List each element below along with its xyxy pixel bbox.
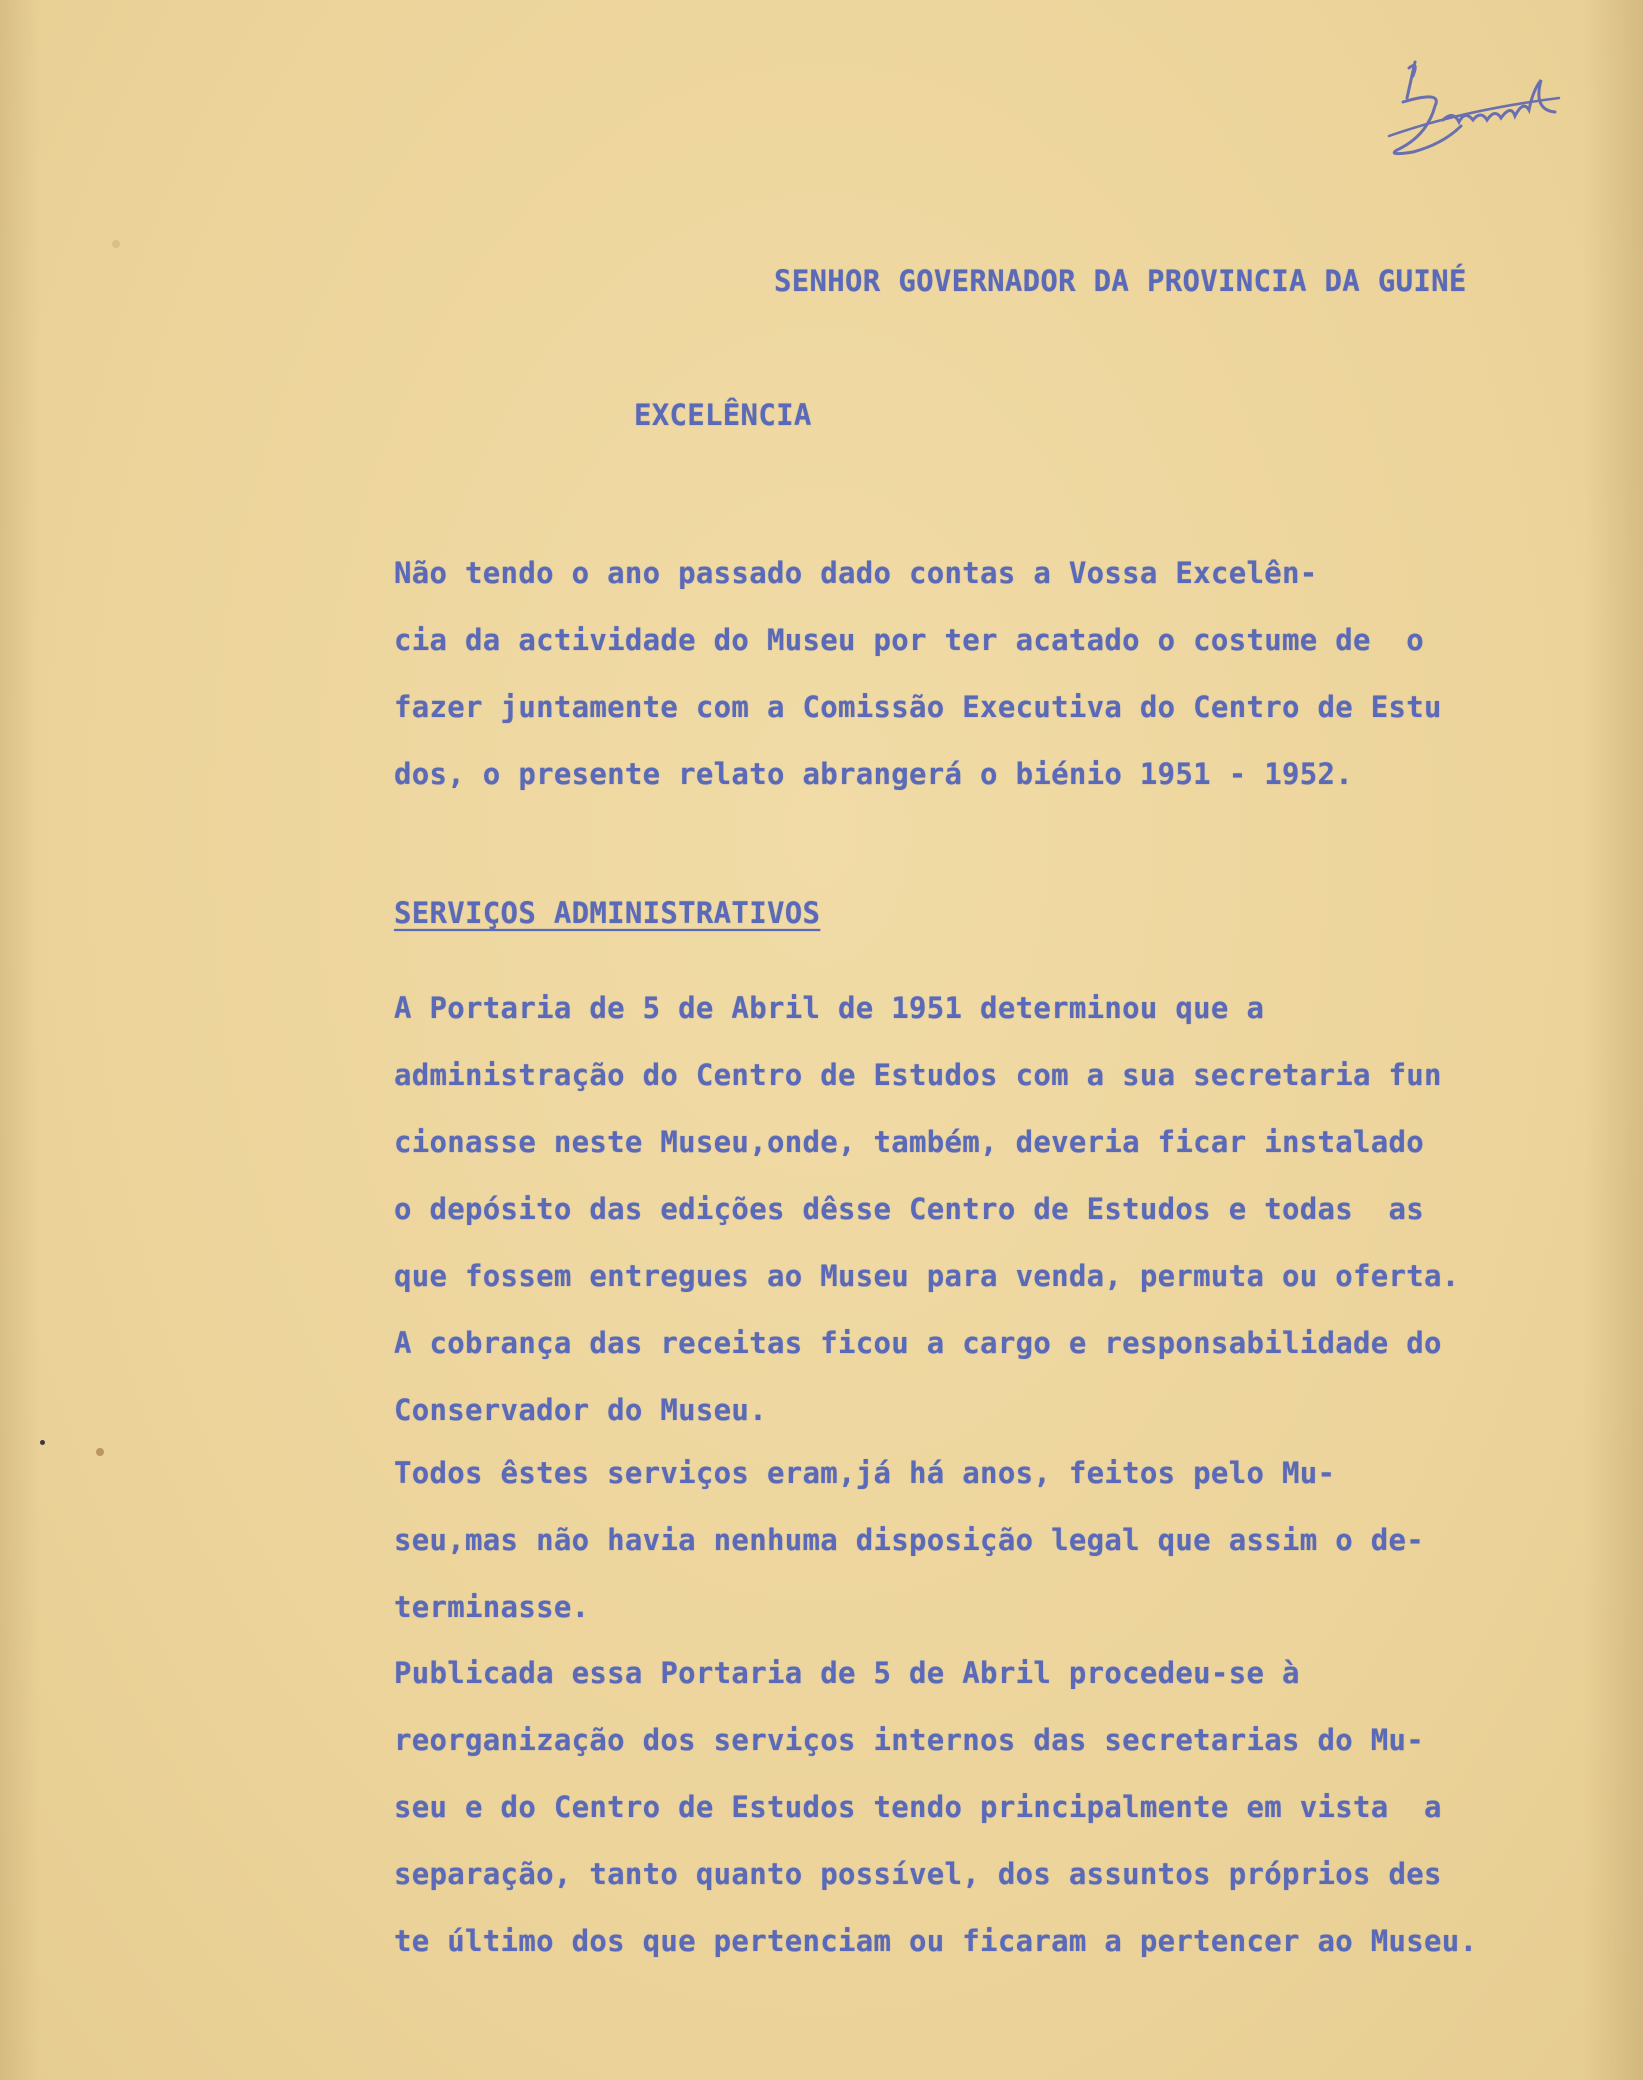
handwritten-signature — [1383, 40, 1583, 180]
salutation: EXCELÊNCIA — [634, 398, 812, 432]
page-edge-shading-right — [1583, 0, 1643, 2080]
paper-speck — [96, 1448, 104, 1456]
addressee-line: SENHOR GOVERNADOR DA PROVINCIA DA GUINÉ — [774, 264, 1467, 298]
paragraph-introduction: Não tendo o ano passado dado contas a Vossa Excelên- cia da actividade do Museu por ter acatado o costume de o fazer juntamente com a Comissão Executiva do Centro de Estu dos, o presente relato abrangerá o biénio 1951 - 1952. — [394, 556, 1442, 791]
paper-speck — [40, 1440, 45, 1445]
paragraph-reorganization: Publicada essa Portaria de 5 de Abril procedeu-se à reorganização dos serviços internos das secretarias do Mu- seu e do Centro de Estudos tendo principalmente em vista a separação, tanto quanto possível, dos assuntos próprios des te último dos que pertenciam ou ficaram a pertencer ao Museu. — [394, 1656, 1478, 1958]
paragraph-services: Todos êstes serviços eram,já há anos, feitos pelo Mu- seu,mas não havia nenhuma disposição legal que assim o de- terminasse. — [394, 1456, 1425, 1624]
paper-speck — [112, 240, 120, 248]
paragraph-portaria: A Portaria de 5 de Abril de 1951 determinou que a administração do Centro de Estudos com a sua secretaria fun cionasse neste Museu,onde, também, deveria ficar instalado o depósito das edições dêsse Centro de Estudos e todas as que fossem entregues ao Museu para venda, permuta ou oferta. A cobrança das receitas ficou a cargo e responsabilidade do Conservador do Museu. — [394, 991, 1460, 1427]
page-edge-shading-left — [0, 0, 40, 2080]
section-heading: SERVIÇOS ADMINISTRATIVOS — [394, 896, 821, 930]
